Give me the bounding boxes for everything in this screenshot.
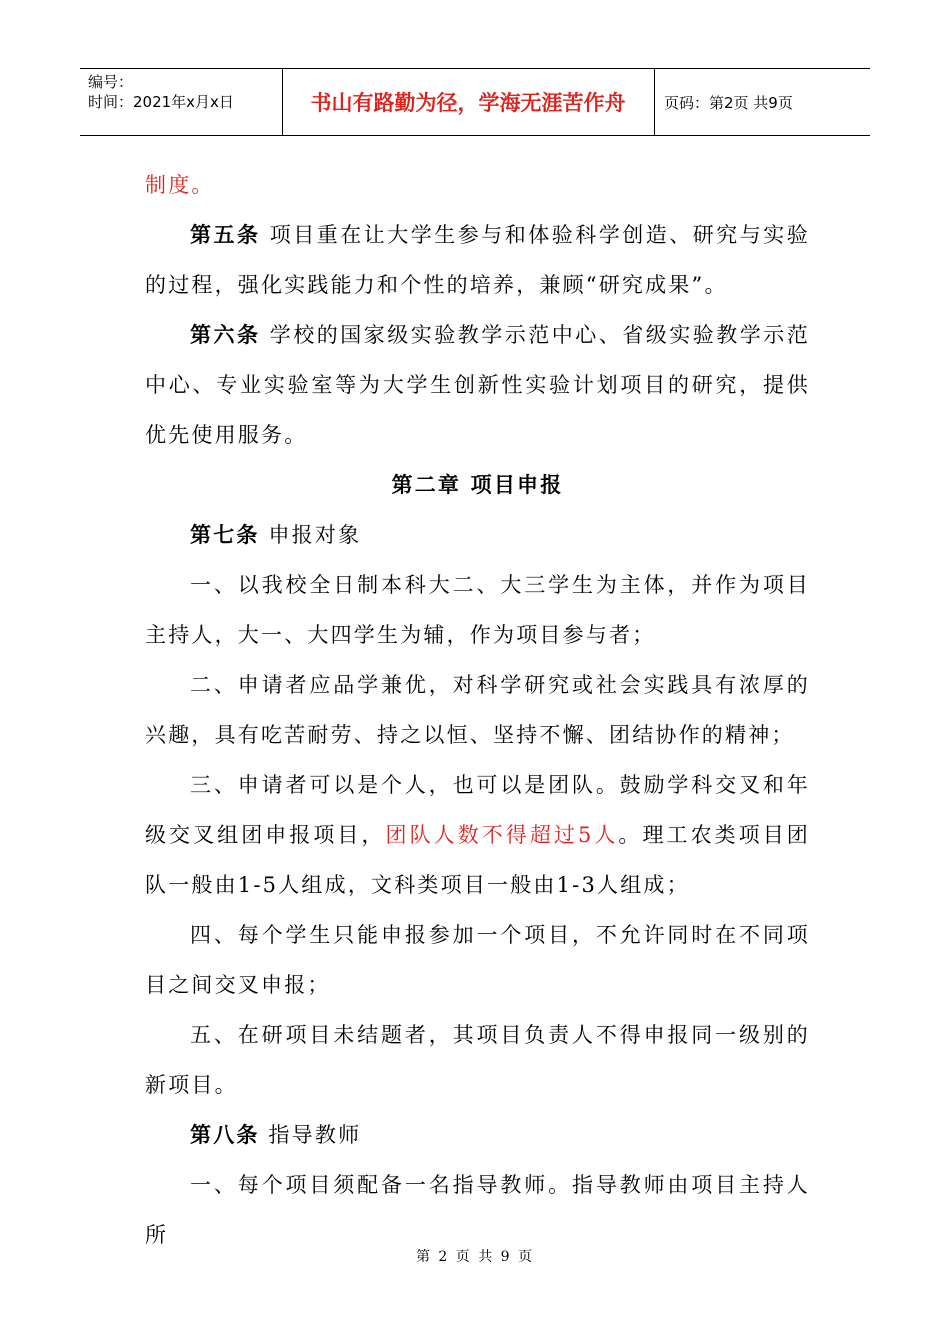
paragraph-continuation: 制度。 — [145, 173, 215, 197]
article-7-text: 申报对象 — [259, 523, 362, 547]
article-7-item-1: 一、以我校全日制本科大二、大三学生为主体，并作为项目主持人，大一、大四学生为辅，作为项目参与者； — [145, 573, 810, 647]
chapter-heading: 第二章 项目申报 — [391, 473, 564, 497]
article-7-item-3-part-a: 三、申请者可以是个人，也可以是团队。鼓励学科交叉和年级交叉组团申报项目， — [145, 773, 810, 847]
article-6-text: 学校的国家级实验教学示范中心、省级实验教学示范中心、专业实验室等为大学生创新性实验计划项目的研究，提供优先使用服务。 — [145, 323, 810, 447]
article-8-text: 指导教师 — [259, 1123, 362, 1147]
article-5-title: 第五条 — [190, 223, 261, 247]
article-5 — [145, 210, 810, 310]
article-7-item-3-highlight: 团队人数不得超过5人 — [385, 823, 619, 847]
article-7-title: 第七条 — [190, 523, 260, 547]
article-8-title: 第八条 — [190, 1123, 260, 1147]
article-7-item-3 — [145, 760, 810, 910]
header-motto: 书山有路勤为径，学海无涯苦作舟 — [282, 69, 655, 135]
article-7-item-2: 二、申请者应品学兼优，对科学研究或社会实践具有浓厚的兴趣，具有吃苦耐劳、持之以恒、坚持不懈、团结协作的精神； — [145, 673, 810, 747]
header-page-label: 页码：第2页 共9页 — [664, 93, 793, 112]
page-header — [80, 68, 870, 136]
doc-number-label: 编号： — [88, 73, 134, 91]
article-7 — [145, 510, 810, 560]
article-7-item-5: 五、在研项目未结题者，其项目负责人不得申报同一级别的新项目。 — [145, 1023, 810, 1097]
article-5-text: 项目重在让大学生参与和体验科学创造、研究与实验的过程，强化实践能力和个性的培养，兼顾“研究成果”。 — [145, 223, 810, 297]
page-footer: 第 2 页 共 9 页 — [415, 1249, 535, 1265]
article-7-item-3-part-b: 。理工农类项目团队一般由1-5人组成，文科类项目一般由1-3人组成； — [145, 823, 810, 897]
doc-date-label: 时间：2021年x月x日 — [88, 93, 234, 111]
document-body — [145, 160, 810, 1260]
header-meta — [80, 69, 283, 135]
article-7-item-4: 四、每个学生只能申报参加一个项目，不允许同时在不同项目之间交叉申报； — [145, 923, 810, 997]
article-6 — [145, 310, 810, 460]
article-8 — [145, 1110, 810, 1160]
article-6-title: 第六条 — [190, 323, 261, 347]
article-8-item-1: 一、每个项目须配备一名指导教师。指导教师由项目主持人所 — [145, 1173, 810, 1247]
